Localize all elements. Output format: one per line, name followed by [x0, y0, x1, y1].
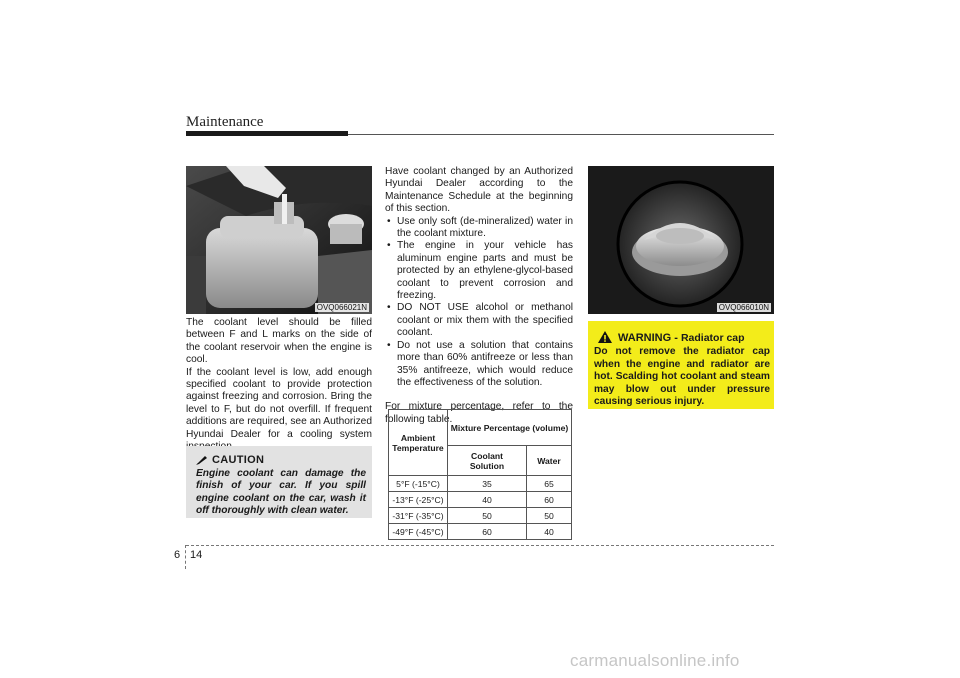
- warning-body: Do not remove the radiator cap when the engine and radiator are hot. Scalding hot coolant and steam may blow out under pressure causing serious injury.: [594, 346, 770, 408]
- list-item: • The engine in your vehicle has aluminum engine parts and must be protected by an ethylene-glycol-based coolant to prevent corrosion and freezing.: [385, 240, 573, 302]
- paragraph: Have coolant changed by an Authorized Hyundai Dealer according to the Maintenance Schedule at the beginning of this section.: [385, 166, 573, 215]
- table-row: [389, 508, 572, 524]
- figure-code: OVQ066021N: [316, 303, 367, 312]
- watermark: carmanualsonline.info: [570, 651, 740, 670]
- table-intro: For mixture percentage, refer to the following table.: [385, 401, 573, 425]
- cell-coolant: 35: [448, 476, 527, 492]
- caution-title: CAUTION: [212, 454, 265, 466]
- footer-rule: [186, 545, 774, 546]
- cell-water: 65: [527, 476, 572, 492]
- chapter-number: 6: [174, 549, 181, 561]
- header-rule-thick: [186, 131, 348, 136]
- list-item: • Do not use a solution that contains more than 60% antifreeze or less than 35% antifreeze, which would reduce the effectiveness of the solution.: [385, 340, 573, 390]
- cell-temp: 5°F (-15°C): [389, 476, 448, 492]
- cell-coolant: 50: [448, 508, 527, 524]
- coolant-change-text: [385, 166, 573, 426]
- header-ambient: Ambient Temperature: [389, 410, 448, 476]
- cell-temp: -13°F (-25°C): [389, 492, 448, 508]
- paragraph: If the coolant level is low, add enough specified coolant to provide protection against freezing and corrosion. Bring the level to F, but do not overfill. If frequent additions are required, see an Authorized Hyundai Dealer for a cooling system: [186, 366, 372, 440]
- page-number: 14: [190, 549, 203, 561]
- list-item: • DO NOT USE alcohol or methanol coolant or mix them with the specified coolant.: [385, 302, 573, 339]
- caution-body: Engine coolant can damage the finish of your car. If you spill engine coolant on the car, wash it off thoroughly with clean water.: [196, 468, 366, 517]
- list-item: • Use only soft (de-mineralized) water in the coolant mixture.: [385, 216, 573, 241]
- warning-title: [618, 332, 745, 344]
- bullet-list: [385, 216, 573, 390]
- radiator-cap-photo: [588, 166, 774, 314]
- coolant-level-text: [186, 317, 372, 453]
- cell-water: 50: [527, 508, 572, 524]
- cell-temp: -31°F (-35°C): [389, 508, 448, 524]
- radiator-cap-illustration: [588, 166, 774, 314]
- section-title: Maintenance: [186, 114, 264, 130]
- cell-water: 40: [527, 524, 572, 540]
- cell-temp: -49°F (-45°C): [389, 524, 448, 540]
- warning-subtitle: Radiator cap: [680, 332, 745, 344]
- table-row: [389, 492, 572, 508]
- paragraph: The coolant level should be filled between F and L marks on the side of the coolant reservoir when the engine is cool.: [186, 317, 372, 366]
- warning-label: WARNING -: [618, 332, 678, 344]
- header-coolant: Coolant Solution: [448, 446, 527, 476]
- footer-divider: [185, 545, 186, 569]
- figure-code: OVQ066010N: [718, 303, 769, 312]
- header-mixture: Mixture Percentage (volume): [448, 410, 572, 446]
- caution-box: [186, 446, 372, 518]
- pencil-icon: [196, 455, 208, 465]
- coolant-reservoir-photo: [186, 166, 372, 314]
- cell-coolant: 60: [448, 524, 527, 540]
- mixture-table: [388, 409, 572, 540]
- coolant-reservoir-illustration: [186, 166, 372, 314]
- header-water: Water: [527, 446, 572, 476]
- header-rule-thin: [348, 134, 774, 135]
- cell-water: 60: [527, 492, 572, 508]
- cell-coolant: 40: [448, 492, 527, 508]
- warning-triangle-icon: [598, 331, 612, 343]
- table-row: [389, 524, 572, 540]
- table-row: [389, 476, 572, 492]
- warning-box: [588, 321, 774, 409]
